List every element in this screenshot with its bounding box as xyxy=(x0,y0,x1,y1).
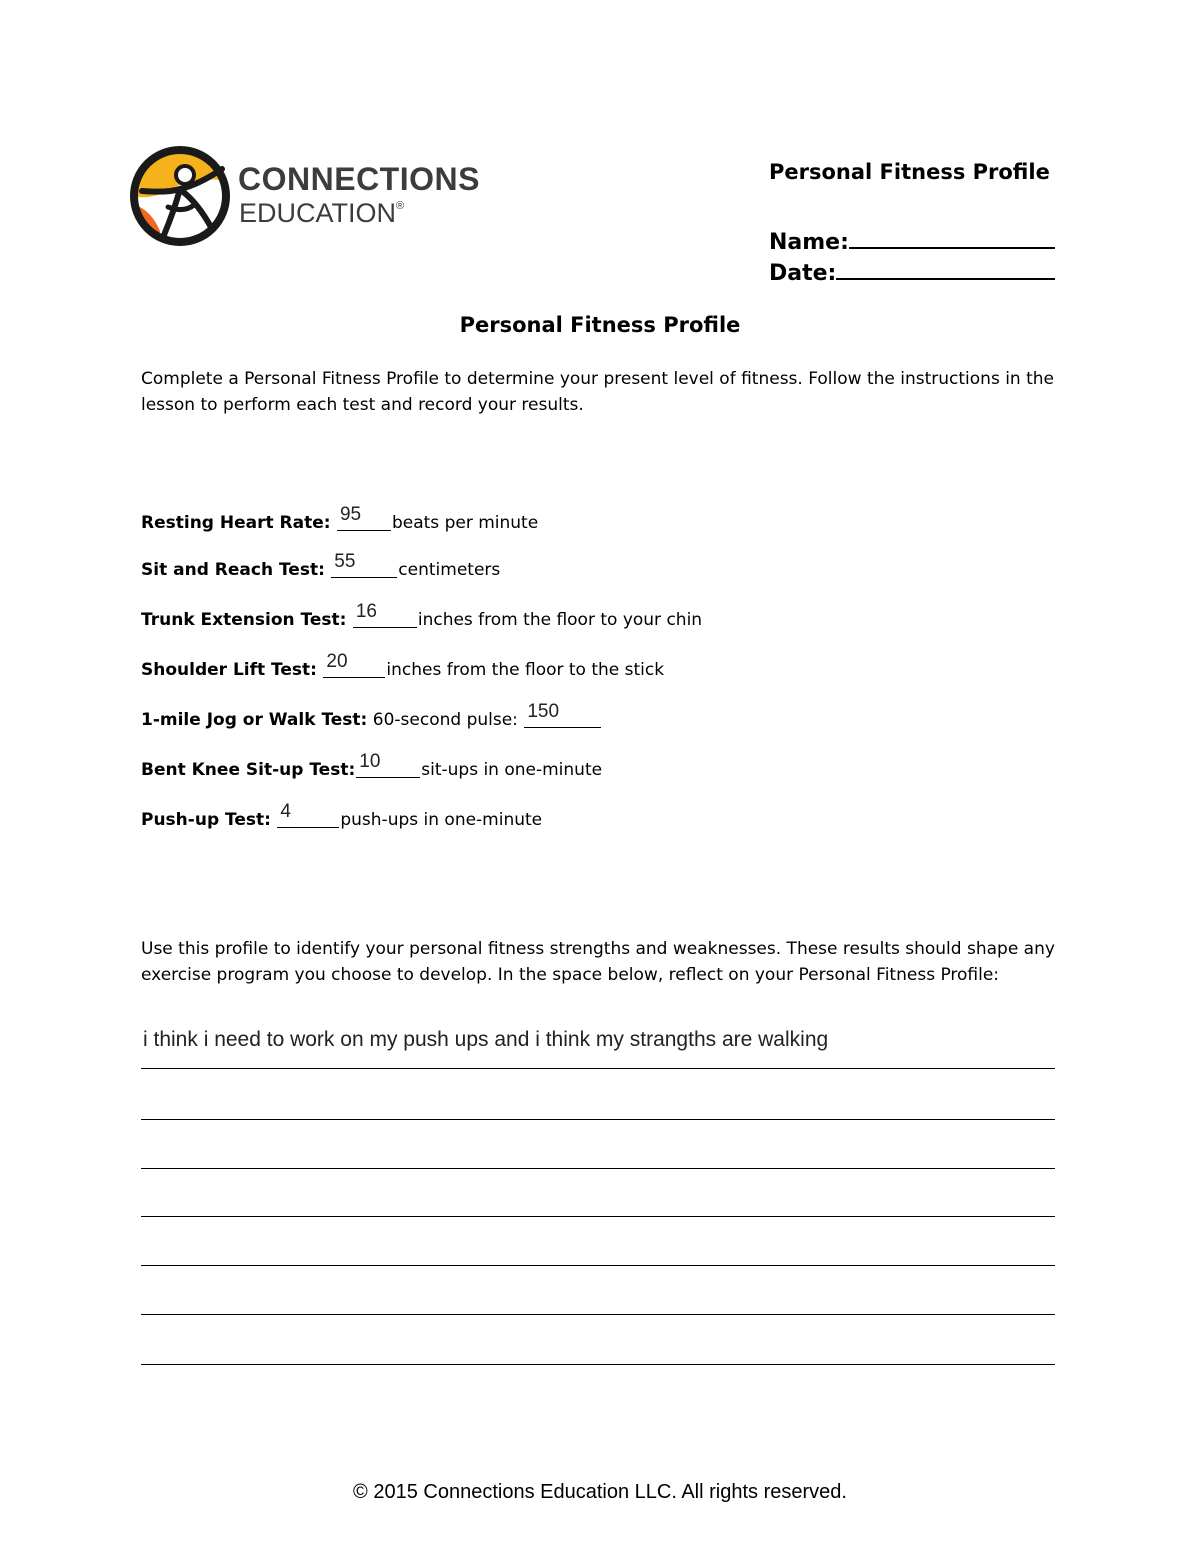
test-answer-field[interactable] xyxy=(331,551,397,578)
test-row-pushup xyxy=(141,801,543,835)
copyright-footer: © 2015 Connections Education LLC. All rights reserved. xyxy=(353,1481,847,1503)
test-row-one-mile-jog-walk xyxy=(141,701,602,735)
writing-line[interactable] xyxy=(141,1265,1055,1266)
date-blank[interactable] xyxy=(836,258,1055,280)
test-unit: push-ups in one-minute xyxy=(340,810,543,830)
test-value: 16 xyxy=(355,601,377,622)
test-label: Resting Heart Rate: xyxy=(141,513,331,533)
logo-emblem-icon xyxy=(128,143,238,253)
test-row-trunk-extension xyxy=(141,601,703,635)
test-label: Bent Knee Sit-up Test: xyxy=(141,760,356,780)
test-value: 95 xyxy=(339,504,362,525)
writing-line[interactable] xyxy=(141,1119,1055,1120)
test-value: 4 xyxy=(280,801,291,822)
test-value: 20 xyxy=(326,651,348,672)
test-row-sit-and-reach xyxy=(141,551,501,585)
test-unit: inches from the floor to the stick xyxy=(386,660,665,680)
test-answer-field[interactable] xyxy=(277,801,339,828)
name-label: Name: xyxy=(769,230,849,255)
reflection-answer-text[interactable]: i think i need to work on my push ups and i think my strangths are walking xyxy=(143,1028,829,1051)
name-field[interactable] xyxy=(769,227,1055,255)
test-label: Shoulder Lift Test: xyxy=(141,660,317,680)
test-label: Trunk Extension Test: xyxy=(141,610,347,630)
date-field[interactable] xyxy=(769,258,1055,286)
test-value: 55 xyxy=(334,551,356,572)
writing-line[interactable] xyxy=(141,1314,1055,1315)
test-answer-field[interactable] xyxy=(353,601,417,628)
logo-wordmark-connections: CONNECTIONS xyxy=(238,161,480,197)
logo-wordmark-education: EDUCATION® xyxy=(239,198,405,228)
test-answer-field[interactable] xyxy=(524,701,601,728)
test-prefix: 60-second pulse: xyxy=(372,710,518,730)
header-title: Personal Fitness Profile xyxy=(769,160,1050,184)
writing-line[interactable] xyxy=(141,1068,1055,1069)
test-row-shoulder-lift xyxy=(141,651,665,685)
test-answer-field[interactable] xyxy=(323,651,385,678)
test-unit: sit-ups in one-minute xyxy=(421,760,603,780)
writing-line[interactable] xyxy=(141,1216,1055,1217)
test-value: 150 xyxy=(527,701,560,722)
test-value: 10 xyxy=(359,751,381,772)
test-row-bent-knee-situp xyxy=(141,751,603,785)
page-title: Personal Fitness Profile xyxy=(459,313,741,337)
reflection-prompt: Use this profile to identify your personal fitness strengths and weaknesses. These results should shape any exercise program you choose to develop. In the space below, reflect on your Personal Fitness Profile: xyxy=(141,939,1055,985)
intro-paragraph: Complete a Personal Fitness Profile to determine your present level of fitness. Follow the instructions in the lesson to perform each test and record your results. xyxy=(141,369,1055,415)
test-label: Push-up Test: xyxy=(141,810,271,830)
name-blank[interactable] xyxy=(849,227,1055,249)
connections-education-logo xyxy=(128,143,508,253)
test-row-resting-heart-rate xyxy=(141,504,539,538)
test-unit: beats per minute xyxy=(391,513,539,533)
test-label: 1-mile Jog or Walk Test: xyxy=(141,710,368,730)
test-answer-field[interactable] xyxy=(337,504,391,531)
test-label: Sit and Reach Test: xyxy=(141,560,325,580)
writing-line[interactable] xyxy=(141,1168,1055,1169)
test-unit: inches from the floor to your chin xyxy=(417,610,703,630)
test-answer-field[interactable] xyxy=(356,751,420,778)
writing-line[interactable] xyxy=(141,1364,1055,1365)
test-unit: centimeters xyxy=(398,560,501,580)
date-label: Date: xyxy=(769,261,837,286)
